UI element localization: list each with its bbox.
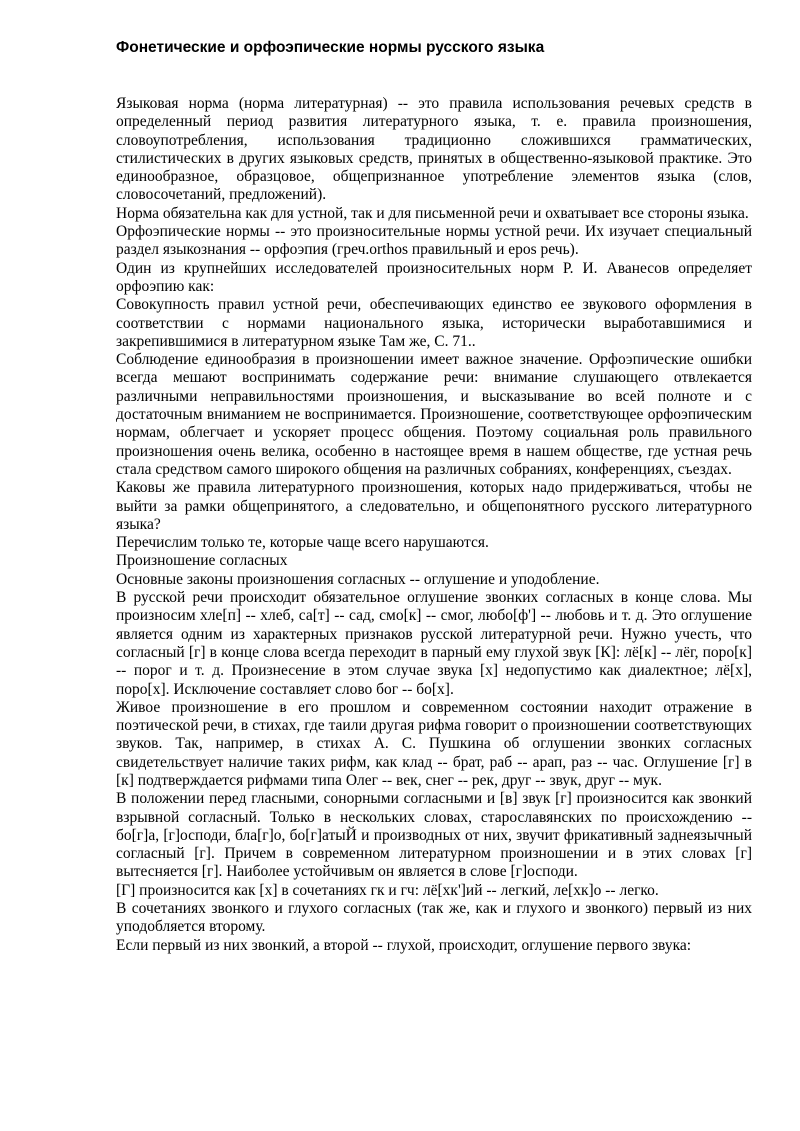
- paragraph-list-intro: Перечислим только те, которые чаще всего нарушаются.: [116, 534, 489, 552]
- document-body: [116, 95, 752, 955]
- paragraph-g-as-h: [Г] произносится как [х] в сочетаниях гк и гч: лё[хк']ий -- легкий, ле[хк]о -- легко.: [116, 881, 659, 899]
- paragraph-rules-question: Каковы же правила литературного произношения, которых надо придерживаться, чтобы не выйти за рамки общепринятого, а следовательно, и общепонятного русского литературного языка?: [116, 479, 752, 533]
- paragraph-before-vowels: В положении перед гласными, сонорными согласными и [в] звук [г] произносится как звонкий взрывной согласный. Только в нескольких словах, старославянских по происхождению -- бо[г]а, [г]осподи, бла[г]о, бо[г]атыЙ и производных от них, звучит фрикативный заднеязычный согласный [г]. Причем в современном литературном произношении и в этих словах [г] вытесняется [г]. Наиболее устойчивым он является в слове [г]осподи.: [116, 790, 752, 881]
- paragraph-uniformity: Соблюдение единообразия в произношении имеет важное значение. Орфоэпические ошибки всегда мешают воспринимать содержание речи: внимание слушающего отвлекается различными неправильностями произношения, и высказывание во всей полноте и с достаточным вниманием не воспринимается. Произношение, соответствующее орфоэпическим нормам, облегчает и ускоряет процесс общения. Поэтому социальная роль правильного произношения очень велика, особенно в настоящее время в нашем обществе, где устная речь стала средством самого широкого общения на различных собраниях, конференциях, съездах.: [116, 351, 752, 478]
- paragraph-voiced-voiceless: Если первый из них звонкий, а второй -- глухой, происходит, оглушение первого звука:: [116, 936, 692, 954]
- paragraph-assimilation: В сочетаниях звонкого и глухого согласных (так же, как и глухого и звонкого) первый из них уподобляется второму.: [116, 900, 752, 936]
- paragraph-norm-obligatory: Норма обязательна как для устной, так и для письменной речи и охватывает все стороны языка.: [116, 204, 749, 222]
- paragraph-language-norm: Языковая норма (норма литературная) -- это правила использования речевых средств в определенный период развития литературного языка, т. е. правила произношения, словоупотребления, использования традиционно сложившихся грамматических, стилистических в других языковых средств, принятых в общественно-языковой практике. Это единообразное, образцовое, общепризнанное употребление элементов языка (слов, словосочетаний, предложений).: [116, 95, 752, 204]
- paragraph-main-laws: Основные законы произношения согласных -- оглушение и уподобление.: [116, 570, 600, 588]
- paragraph-devoicing: В русской речи происходит обязательное оглушение звонких согласных в конце слова. Мы произносим хле[п] -- хлеб, са[т] -- сад, смо[к] -- смог, любо[ф'] -- любовь и т. д. Это оглушение является одним из характерных признаков русской литературной речи. Нужно учесть, что согласный [г] в конце слова всегда переходит в парный ему глухой звук [К]: лё[к] -- лёг, поро[к] -- порог и т. д. Произнесение в этом случае звука [х] недопустимо как диалектное; лё[х], поро[х]. Исключение составляет слово бог -- бо[х].: [116, 589, 752, 698]
- paragraph-definition: Совокупность правил устной речи, обеспечивающих единство ее звукового оформления в соответствии с нормами национального языка, исторически выработавшимися и закрепившимися в литературном языке Там же, С. 71..: [116, 296, 752, 350]
- paragraph-avanesov: Один из крупнейших исследователей произносительных норм Р. И. Аванесов определяет орфоэпию как:: [116, 259, 752, 295]
- document-title: Фонетические и орфоэпические нормы русского языка: [116, 39, 545, 56]
- paragraph-poetic-speech: Живое произношение в его прошлом и современном состоянии находит отражение в поэтической речи, в стихах, где таили другая рифма говорит о произношении соответствующих звуков. Так, например, в стихах А. С. Пушкина об оглушении звонких согласных свидетельствует наличие таких рифм, как клад -- брат, раб -- арап, раз -- час. Оглушение [г] в [к] подтверждается рифмами типа Олег -- век, снег -- рек, друг -- звук, друг -- мук.: [116, 698, 752, 789]
- paragraph-orthoepic-norms: Орфоэпические нормы -- это произносительные нормы устной речи. Их изучает специальный раздел языкознания -- орфоэпия (греч.orthos правильный и epos речь).: [116, 223, 752, 259]
- section-heading-consonants: Произношение согласных: [116, 552, 288, 570]
